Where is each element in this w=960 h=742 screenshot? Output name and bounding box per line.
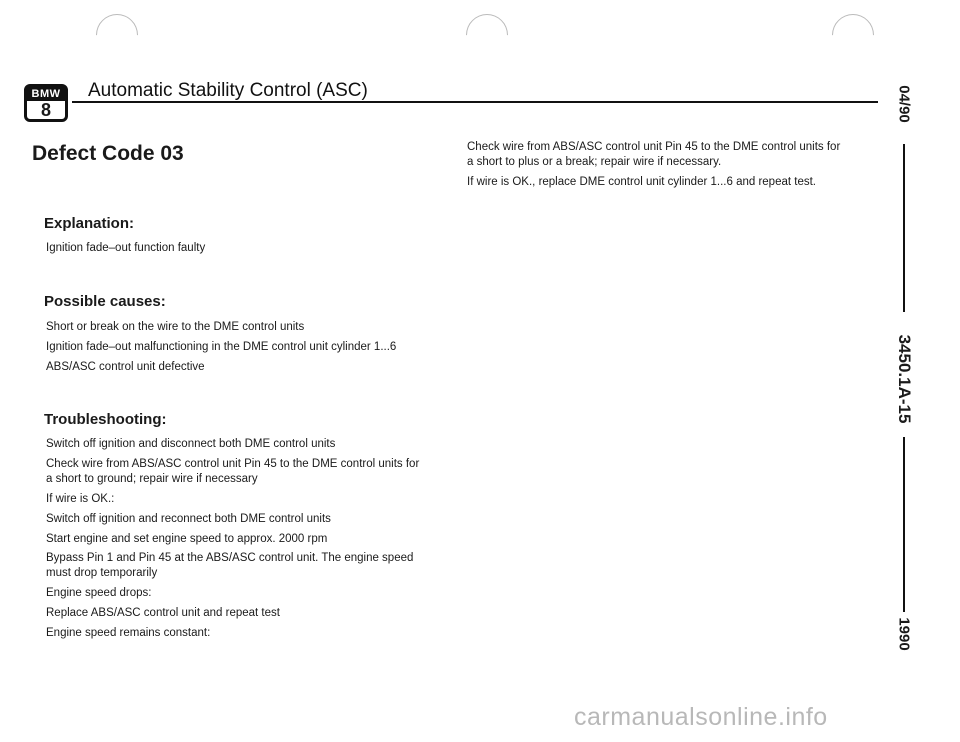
explanation-heading: Explanation: (44, 215, 135, 232)
troubleshooting-line: Switch off ignition and reconnect both DME control units (46, 513, 331, 525)
cause-line: Ignition fade–out malfunctioning in the DME control unit cylinder 1...6 (46, 341, 397, 353)
troubleshooting-line: Engine speed drops: (46, 587, 152, 599)
page-corner-mark-right (823, 5, 882, 64)
troubleshooting-line: Start engine and set engine speed to approx. 2000 rpm (46, 533, 328, 545)
troubleshooting-line: If wire is OK.: (46, 493, 115, 505)
explanation-line: Ignition fade–out function faulty (46, 242, 206, 254)
right-column-line: Check wire from ABS/ASC control unit Pin 45 to the DME control units for (467, 141, 841, 153)
sidebar-date: 04/90 (895, 85, 913, 123)
sidebar-line (903, 437, 905, 612)
troubleshooting-line: Switch off ignition and disconnect both DME control units (46, 438, 336, 450)
defect-title: Defect Code 03 (32, 142, 184, 165)
header-rule (72, 101, 878, 103)
sidebar-year: 1990 (895, 617, 913, 651)
cause-line: ABS/ASC control unit defective (46, 361, 205, 373)
page-corner-mark-left (87, 5, 146, 64)
troubleshooting-line: a short to ground; repair wire if necessary (46, 473, 258, 485)
troubleshooting-line: Bypass Pin 1 and Pin 45 at the ABS/ASC control unit. The engine speed (46, 552, 414, 564)
troubleshooting-line: must drop temporarily (46, 567, 158, 579)
troubleshooting-heading: Troubleshooting: (44, 411, 167, 428)
possible-causes-heading: Possible causes: (44, 293, 166, 310)
logo-brand: BMW (27, 87, 65, 101)
sidebar-code: 3450.1A-15 (895, 334, 914, 424)
cause-line: Short or break on the wire to the DME control units (46, 321, 305, 333)
sidebar-line (903, 144, 905, 312)
right-column-line: If wire is OK., replace DME control unit cylinder 1...6 and repeat test. (467, 176, 816, 188)
troubleshooting-line: Engine speed remains constant: (46, 627, 211, 639)
troubleshooting-line: Replace ABS/ASC control unit and repeat test (46, 607, 280, 619)
logo-number: 8 (40, 100, 51, 120)
bmw-logo (24, 84, 68, 122)
right-column-line: a short to plus or a break; repair wire if necessary. (467, 156, 722, 168)
side-index (884, 82, 924, 682)
watermark: carmanualsonline.info (574, 703, 828, 731)
page-corner-mark-center (457, 5, 516, 64)
troubleshooting-line: Check wire from ABS/ASC control unit Pin 45 to the DME control units for (46, 458, 420, 470)
page-title: Automatic Stability Control (ASC) (88, 80, 368, 101)
